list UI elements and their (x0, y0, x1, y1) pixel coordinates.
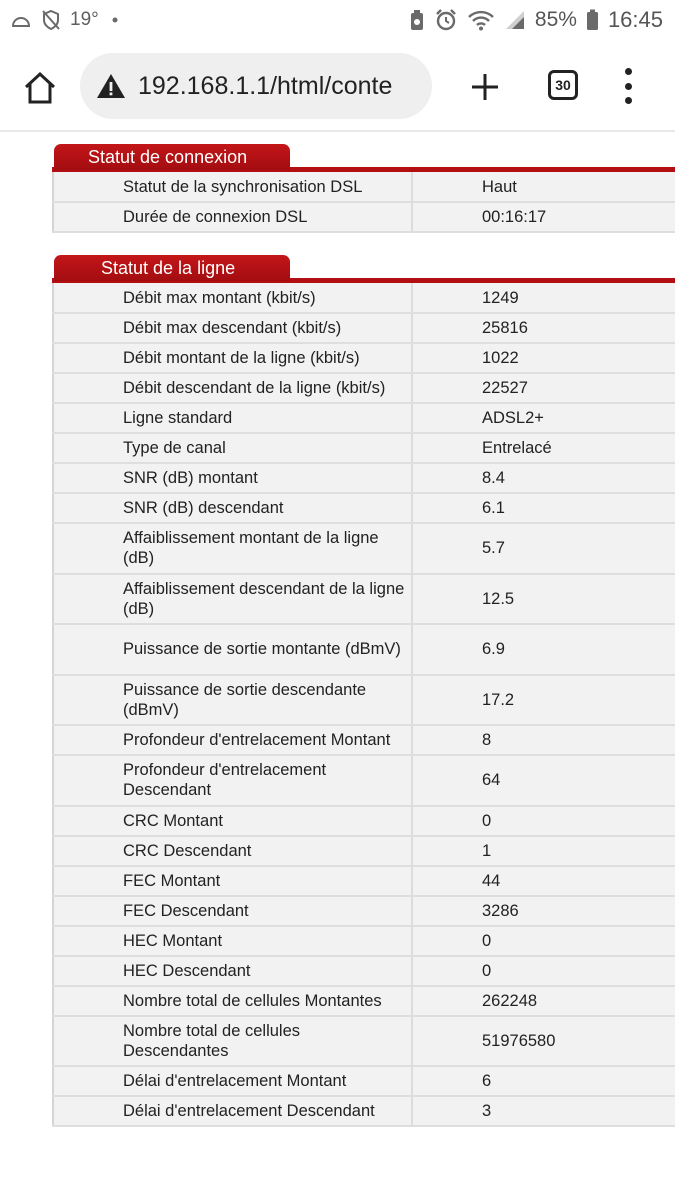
row-label: Nombre total de cellules Descendantes (53, 1016, 412, 1067)
row-label: Type de canal (53, 433, 412, 463)
table-row (53, 433, 675, 463)
row-label: CRC Descendant (53, 836, 412, 866)
ligne-table (52, 283, 675, 1127)
row-label: Délai d'entrelacement Descendant (53, 1096, 412, 1126)
row-value: 8.4 (412, 463, 675, 493)
table-row (53, 624, 675, 675)
row-label: Débit descendant de la ligne (kbit/s) (53, 373, 412, 403)
row-value: 6 (412, 1066, 675, 1096)
row-label: Nombre total de cellules Montantes (53, 986, 412, 1016)
row-label: Puissance de sortie descendante (dBmV) (53, 675, 412, 726)
table-row (53, 313, 675, 343)
new-tab-button[interactable] (462, 64, 508, 110)
table-row (53, 675, 675, 726)
status-bar (0, 0, 675, 40)
row-value: 00:16:17 (412, 202, 675, 232)
row-label: HEC Montant (53, 926, 412, 956)
row-value: Entrelacé (412, 433, 675, 463)
row-value: 44 (412, 866, 675, 896)
row-value: 12.5 (412, 574, 675, 625)
row-label: Statut de la synchronisation DSL (53, 172, 412, 202)
table-row (53, 755, 675, 806)
row-value: Haut (412, 172, 675, 202)
connexion-table (52, 172, 675, 233)
table-row (53, 836, 675, 866)
row-label: Débit max descendant (kbit/s) (53, 313, 412, 343)
table-row (53, 956, 675, 986)
row-label: CRC Montant (53, 806, 412, 836)
row-value: 8 (412, 725, 675, 755)
connexion-section (52, 144, 675, 233)
row-value: 1249 (412, 283, 675, 313)
tab-count: 30 (555, 77, 571, 93)
row-label: Puissance de sortie montante (dBmV) (53, 624, 412, 675)
battery-saver-icon (409, 9, 425, 31)
row-value: 22527 (412, 373, 675, 403)
table-row (53, 806, 675, 836)
table-row (53, 172, 675, 202)
table-row (53, 1066, 675, 1096)
row-value: 262248 (412, 986, 675, 1016)
row-value: 0 (412, 956, 675, 986)
warning-icon (96, 73, 126, 99)
row-value: 0 (412, 926, 675, 956)
row-value: 3 (412, 1096, 675, 1126)
menu-dot-icon (625, 97, 632, 104)
table-row (53, 1096, 675, 1126)
table-row (53, 403, 675, 433)
address-bar[interactable] (80, 53, 432, 119)
menu-dot-icon (625, 68, 632, 75)
table-row (53, 343, 675, 373)
row-value: ADSL2+ (412, 403, 675, 433)
table-row (53, 986, 675, 1016)
section-header (52, 144, 675, 172)
row-label: SNR (dB) montant (53, 463, 412, 493)
table-row (53, 283, 675, 313)
row-value: 1 (412, 836, 675, 866)
table-row (53, 493, 675, 523)
temperature-text: 19° (70, 9, 99, 30)
row-label: SNR (dB) descendant (53, 493, 412, 523)
row-label: Profondeur d'entrelacement Descendant (53, 755, 412, 806)
dot-icon (108, 13, 122, 27)
signal-icon (504, 9, 526, 31)
row-label: Débit montant de la ligne (kbit/s) (53, 343, 412, 373)
row-label: Délai d'entrelacement Montant (53, 1066, 412, 1096)
row-value: 17.2 (412, 675, 675, 726)
row-label: Durée de connexion DSL (53, 202, 412, 232)
section-header (52, 255, 675, 283)
row-label: FEC Descendant (53, 896, 412, 926)
table-row (53, 202, 675, 232)
row-label: Affaiblissement descendant de la ligne (dB) (53, 574, 412, 625)
shield-off-icon (41, 9, 61, 31)
section-title: Statut de la ligne (54, 255, 290, 281)
ligne-section (52, 255, 675, 1127)
section-title: Statut de connexion (54, 144, 290, 170)
table-row (53, 866, 675, 896)
more-options-button[interactable] (616, 68, 640, 104)
tab-switcher-button[interactable] (548, 70, 578, 100)
home-button[interactable] (18, 66, 62, 110)
table-row (53, 896, 675, 926)
row-value: 51976580 (412, 1016, 675, 1067)
cloud-icon (10, 12, 32, 28)
row-label: HEC Descendant (53, 956, 412, 986)
alarm-icon (434, 8, 458, 32)
battery-icon (586, 9, 599, 31)
wifi-icon (467, 9, 495, 31)
table-row (53, 1016, 675, 1067)
row-value: 25816 (412, 313, 675, 343)
row-value: 3286 (412, 896, 675, 926)
page-content (52, 144, 675, 1149)
row-value: 6.9 (412, 624, 675, 675)
url-text[interactable]: 192.168.1.1/html/conte (138, 71, 393, 100)
row-value: 0 (412, 806, 675, 836)
row-label: FEC Montant (53, 866, 412, 896)
browser-toolbar (0, 40, 675, 132)
table-row (53, 373, 675, 403)
row-label: Affaiblissement montant de la ligne (dB) (53, 523, 412, 574)
table-row (53, 926, 675, 956)
table-row (53, 463, 675, 493)
row-label: Débit max montant (kbit/s) (53, 283, 412, 313)
table-row (53, 574, 675, 625)
table-row (53, 523, 675, 574)
row-value: 64 (412, 755, 675, 806)
row-value: 5.7 (412, 523, 675, 574)
menu-dot-icon (625, 83, 632, 90)
clock-text: 16:45 (607, 7, 663, 32)
row-value: 1022 (412, 343, 675, 373)
row-label: Ligne standard (53, 403, 412, 433)
table-row (53, 725, 675, 755)
row-value: 6.1 (412, 493, 675, 523)
home-icon (23, 71, 57, 105)
battery-percent-text: 85% (534, 8, 577, 31)
plus-icon (470, 72, 500, 102)
row-label: Profondeur d'entrelacement Montant (53, 725, 412, 755)
